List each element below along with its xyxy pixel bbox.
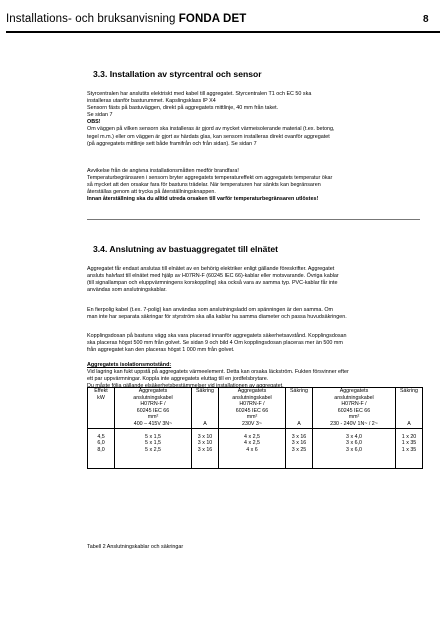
obs-label: OBS!	[87, 119, 101, 126]
text-line: Sensorn fästs på bastuväggen, direkt på aggregatets mittlinje, 40 mm från taket.	[87, 105, 279, 112]
text-line: Vid lagring kan fukt uppstå på aggregatets värmeelement. Detta kan orsaka läckström. Fukten försvinner efter	[87, 369, 349, 376]
text-line: från aggregatet kan den placeras högst 1 000 mm från golvet.	[87, 347, 235, 354]
cell-value: 3 x 16	[291, 433, 307, 440]
cell-value: 1 x 35	[401, 440, 417, 447]
header-line: Säkring	[400, 388, 418, 394]
cell-value: 1 x 20	[401, 433, 417, 440]
cell-value: 1 x 35	[401, 446, 417, 453]
table-caption: Tabell 2 Anslutningskablar och säkringar	[87, 544, 184, 550]
section-3-3-heading: 3.3. Installation av styrcentral och sensor	[93, 69, 262, 79]
cell-value: 5 x 1,5	[145, 433, 161, 440]
header-line: 60245 IEC 66	[337, 407, 371, 414]
header-line: anslutningskabel	[334, 394, 374, 401]
section-3-4-heading: 3.4. Anslutning av bastuaggregatet till elnätet	[93, 244, 278, 254]
cell-value: 3 x 25	[291, 446, 307, 453]
reset-warning: Innan återställning ska du alltid utreda orsaken till varför temperaturbegränsaren utlöstes!	[87, 196, 319, 203]
header-cell-fuse-230v-1n	[396, 388, 423, 429]
cable-fuse-table	[87, 387, 423, 469]
cell-fuse-230v-1n-values	[396, 428, 423, 468]
header-line	[397, 401, 421, 408]
cell-cable-230v-1n-values	[313, 428, 396, 468]
cell-value: 3 x 16	[291, 440, 307, 447]
header-line	[287, 395, 311, 402]
header-cell-effekt	[88, 388, 115, 429]
header-cell-cable-400v	[115, 388, 192, 429]
header-line: 60245 IEC 66	[235, 407, 269, 414]
cell-value: 3 x 10	[197, 433, 213, 440]
header-line: anslutningskabel	[133, 394, 173, 401]
header-line: Effekt	[94, 388, 108, 394]
header-rule	[6, 31, 440, 33]
cell-fuse-230v-3-values	[286, 428, 313, 468]
header-line: mm²	[246, 414, 258, 421]
text-line: Styrcentralen har anslutits elektriskt med kabel till aggregatet. Styrcentralen T1 och EC 50 ska	[87, 91, 312, 97]
cell-cable-400v-values	[115, 428, 192, 468]
header-line: A	[297, 420, 301, 427]
text-line: ett par uppvärmningar. Koppla inte aggregatets eluttag till en jordfelsbrytare.	[87, 376, 269, 383]
cell-value: 4,5	[97, 433, 105, 440]
section-3-3-paragraph-3	[87, 168, 419, 203]
cell-value: 3 x 6,0	[346, 440, 362, 447]
isolation-heading: Aggregatets isolationsmotstånd:	[87, 362, 172, 368]
cell-value: 8,0	[97, 446, 105, 453]
header-title-prefix: Installations- och bruksanvisning	[6, 13, 179, 25]
text-line: användas som anslutningskablar.	[87, 287, 167, 294]
cell-value: 3 x 6,0	[346, 446, 362, 453]
text-line: Du måste följa gällande elsäkerhetsbestämmelser vid installationen av aggregatet.	[87, 383, 284, 390]
header-line: H07RN-F /	[239, 401, 265, 408]
header-line: Säkring	[196, 388, 214, 394]
header-line	[193, 414, 217, 421]
table-header-row	[88, 388, 423, 429]
section-divider	[87, 219, 420, 220]
section-3-4-paragraph-3	[87, 333, 419, 354]
header-cell-cable-230v-3	[219, 388, 286, 429]
header-line: Aggregatets	[339, 388, 369, 394]
header-line: Aggregatets	[237, 388, 267, 394]
header-line	[397, 408, 421, 415]
header-line: H07RN-F /	[140, 401, 166, 408]
section-3-4-paragraph-2	[87, 307, 419, 321]
header-cell-fuse-400v	[192, 388, 219, 429]
text-line: Temperaturbegränsaren i sensorn bryter aggregatets temperatureffekt om aggregatets temperatur ökar	[87, 175, 333, 182]
cell-value: 3 x 16	[197, 446, 213, 453]
header-line	[193, 408, 217, 415]
header-line	[287, 408, 311, 415]
cell-cable-230v-3-values	[219, 428, 286, 468]
header-line	[287, 414, 311, 421]
text-line: (på aggregatets mittlinje sett både framifrån och från sidan). Se sidan 7	[87, 140, 257, 147]
cell-value: 3 x 4,0	[346, 433, 362, 440]
text-line: Avvikelse från de angivna installationsmåtten medför brandfara!	[87, 168, 239, 174]
text-line: (till signallampan och eluppvärmningens korskoppling) ska också vara av samma typ. PVC-kablar får inte	[87, 280, 338, 287]
header-brand: FONDA DET	[178, 13, 247, 25]
header-line: 230 - 240V 1N~ / 2~	[330, 420, 378, 427]
text-line: Aggregatet får endast anslutas till elnätet av en behörig elektriker enligt gällande föreskrifter. Aggregatet	[87, 266, 335, 272]
header-line	[397, 395, 421, 402]
section-3-4-paragraph-1	[87, 266, 419, 294]
text-line: man inte har separata säkringar för styrström ska alla kablar ha samma diameter och passa huvudsäkringen.	[87, 314, 347, 321]
header-line: mm²	[147, 414, 159, 421]
cell-value: 5 x 1,5	[145, 440, 161, 447]
section-3-3-paragraph-1	[87, 91, 419, 148]
header-line: kW	[97, 394, 105, 401]
text-line: ansluts halvfast till elnätet med hjälp av H07RN-F (60245 IEC 66)-kablar eller motsvarande. Övriga kablar	[87, 273, 339, 280]
header-line: 230V 3~	[242, 420, 262, 427]
text-line: ska placeras högst 500 mm från golvet. Se sidan 9 och bild 4 Om kopplingsdosan placeras mer än 500 mm	[87, 340, 343, 347]
cell-value: 6,0	[97, 440, 105, 447]
cell-value: 3 x 10	[197, 440, 213, 447]
text-line: Se sidan 7	[87, 112, 113, 119]
document-header-title	[6, 13, 246, 25]
header-line: A	[203, 420, 207, 427]
header-line: anslutningskabel	[232, 394, 272, 401]
header-line: Aggregatets	[138, 388, 168, 394]
text-line: En fierpolig kabel (t.ex. 7-polig) kan användas som anslutningsladd om spänningen är den samma. Om	[87, 307, 334, 313]
header-line: A	[407, 420, 411, 427]
cell-value: 4 x 6	[246, 446, 258, 453]
header-line: 60245 IEC 66	[136, 407, 170, 414]
header-line: 400 – 415V 3N~	[133, 420, 173, 427]
header-line: mm²	[348, 414, 360, 421]
cell-value: 4 x 2,5	[244, 440, 260, 447]
text-line: tegel m.m.) eller om väggen är gjort av härdats glas, kan sensorn installeras direkt ovanför aggregatet	[87, 133, 330, 140]
header-cell-cable-230v-1n	[313, 388, 396, 429]
text-line: Kopplingsdosan på bastuns vägg ska vara placerad innanför aggregatets säkerhetsavstånd. Kopplingsdosan	[87, 333, 347, 339]
page-number: 8	[423, 14, 429, 25]
text-line: återställas genom att trycka på återställningsknappen.	[87, 189, 216, 196]
cell-value: 4 x 2,5	[244, 433, 260, 440]
header-line: H07RN-F /	[341, 401, 367, 408]
text-line: installeras utanför basturummet. Kapslingsklass IP X4	[87, 98, 216, 105]
cell-fuse-400v-values	[192, 428, 219, 468]
header-line	[287, 401, 311, 408]
table-body-row	[88, 428, 423, 468]
cell-value: 5 x 2,5	[145, 446, 161, 453]
header-line	[193, 401, 217, 408]
header-line	[397, 414, 421, 421]
header-line	[193, 395, 217, 402]
header-line: Säkring	[290, 388, 308, 394]
text-line: så mycket att den orsakar fara för bastuns trädelar. När temperaturen har sänkts kan begränsaren	[87, 182, 321, 189]
cell-effekt-values	[88, 428, 115, 468]
header-cell-fuse-230v-3	[286, 388, 313, 429]
text-line: Om väggen på vilken sensorn ska installeras är gjord av mycket värmeisolerande material (t.ex. betong,	[87, 126, 335, 133]
